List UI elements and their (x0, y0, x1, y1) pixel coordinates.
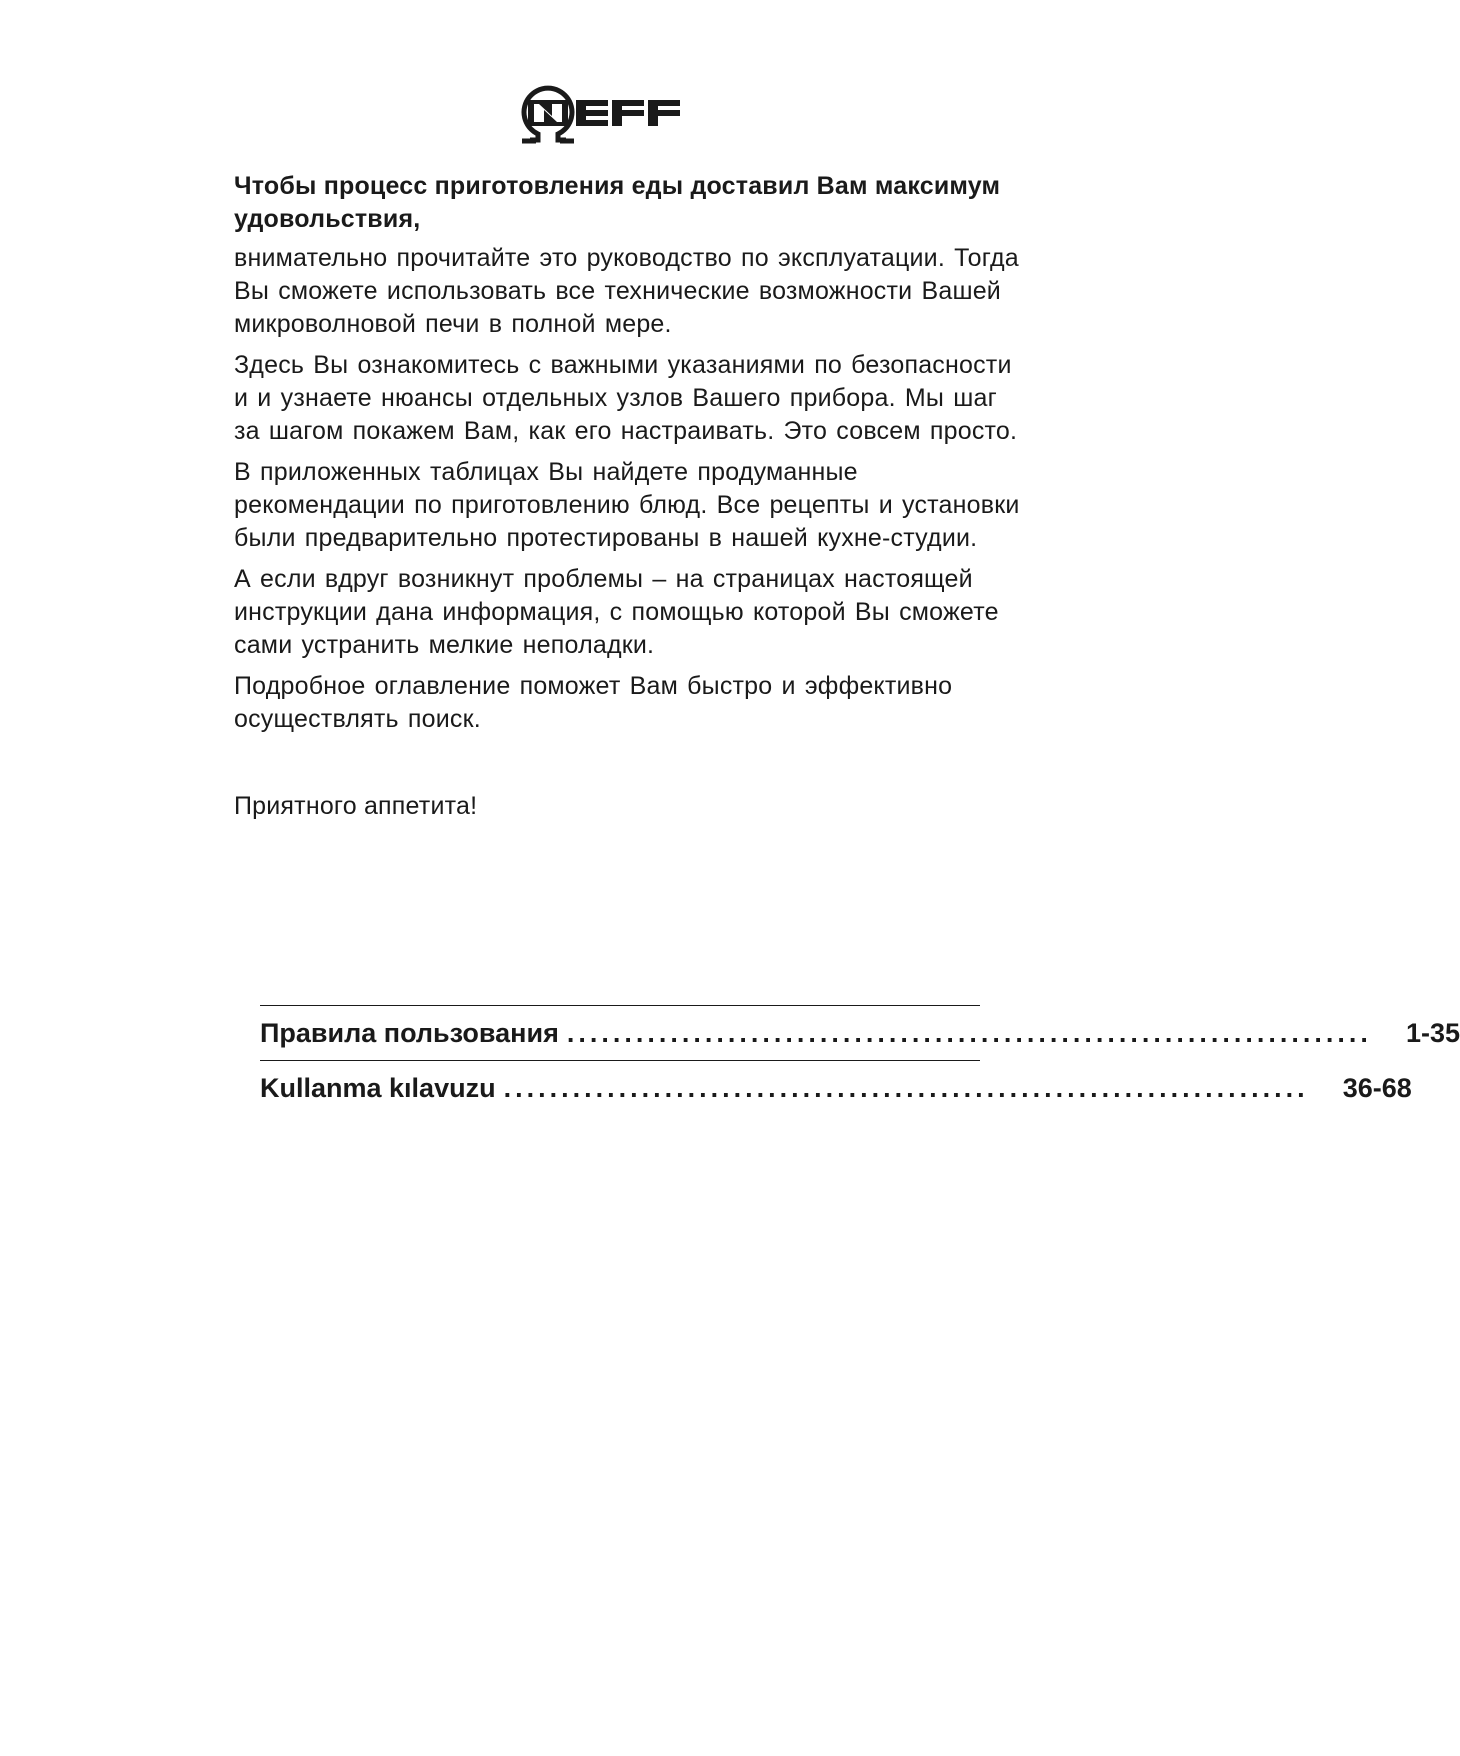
toc-entry-label: Kullanma kılavuzu (260, 1073, 496, 1103)
toc-entry-pages: 36-68 (1342, 1073, 1412, 1103)
intro-paragraph: В приложенных таблицах Вы найдете продуманные рекомендации по приготовлению блюд. Все рецепты и установки были предварительно протестированы в нашей кухне-студии. (234, 458, 1020, 552)
toc-entry[interactable] (260, 1061, 1412, 1115)
intro-paragraph: внимательно прочитайте это руководство по эксплуатации. Тогда Вы сможете использовать все технические возможности Вашей микроволновой печи в полной мере. (234, 244, 1019, 338)
toc-entry[interactable] (260, 1006, 1460, 1060)
intro-heading: Чтобы процесс приготовления еды доставил Вам максимум удовольствия, (234, 172, 1001, 233)
toc-entry-pages: 1-35 (1405, 1018, 1460, 1048)
intro-paragraph: Здесь Вы ознакомитесь с важными указаниями по безопасности и и узнаете нюансы отдельных узлов Вашего прибора. Мы шаг за шагом покажем Вам, как его настраивать. Это совсем просто. (234, 351, 1018, 445)
toc-entry-label: Правила пользования (260, 1018, 559, 1048)
intro-paragraph: Подробное оглавление поможет Вам быстро и эффективно осуществлять поиск. (234, 672, 953, 733)
intro-paragraph: А если вдруг возникнут проблемы – на страницах настоящей инструкции дана информация, с помощью которой Вы сможете сами устранить мелкие неполадки. (234, 565, 999, 659)
neff-logo (512, 84, 692, 146)
intro-section (234, 170, 1024, 823)
table-of-contents (260, 1005, 1460, 1115)
closing-greeting: Приятного аппетита! (234, 792, 478, 820)
toc-leader-dots: ...................................................................... (503, 1073, 1309, 1103)
toc-leader-dots: ...................................................................... (566, 1018, 1372, 1048)
